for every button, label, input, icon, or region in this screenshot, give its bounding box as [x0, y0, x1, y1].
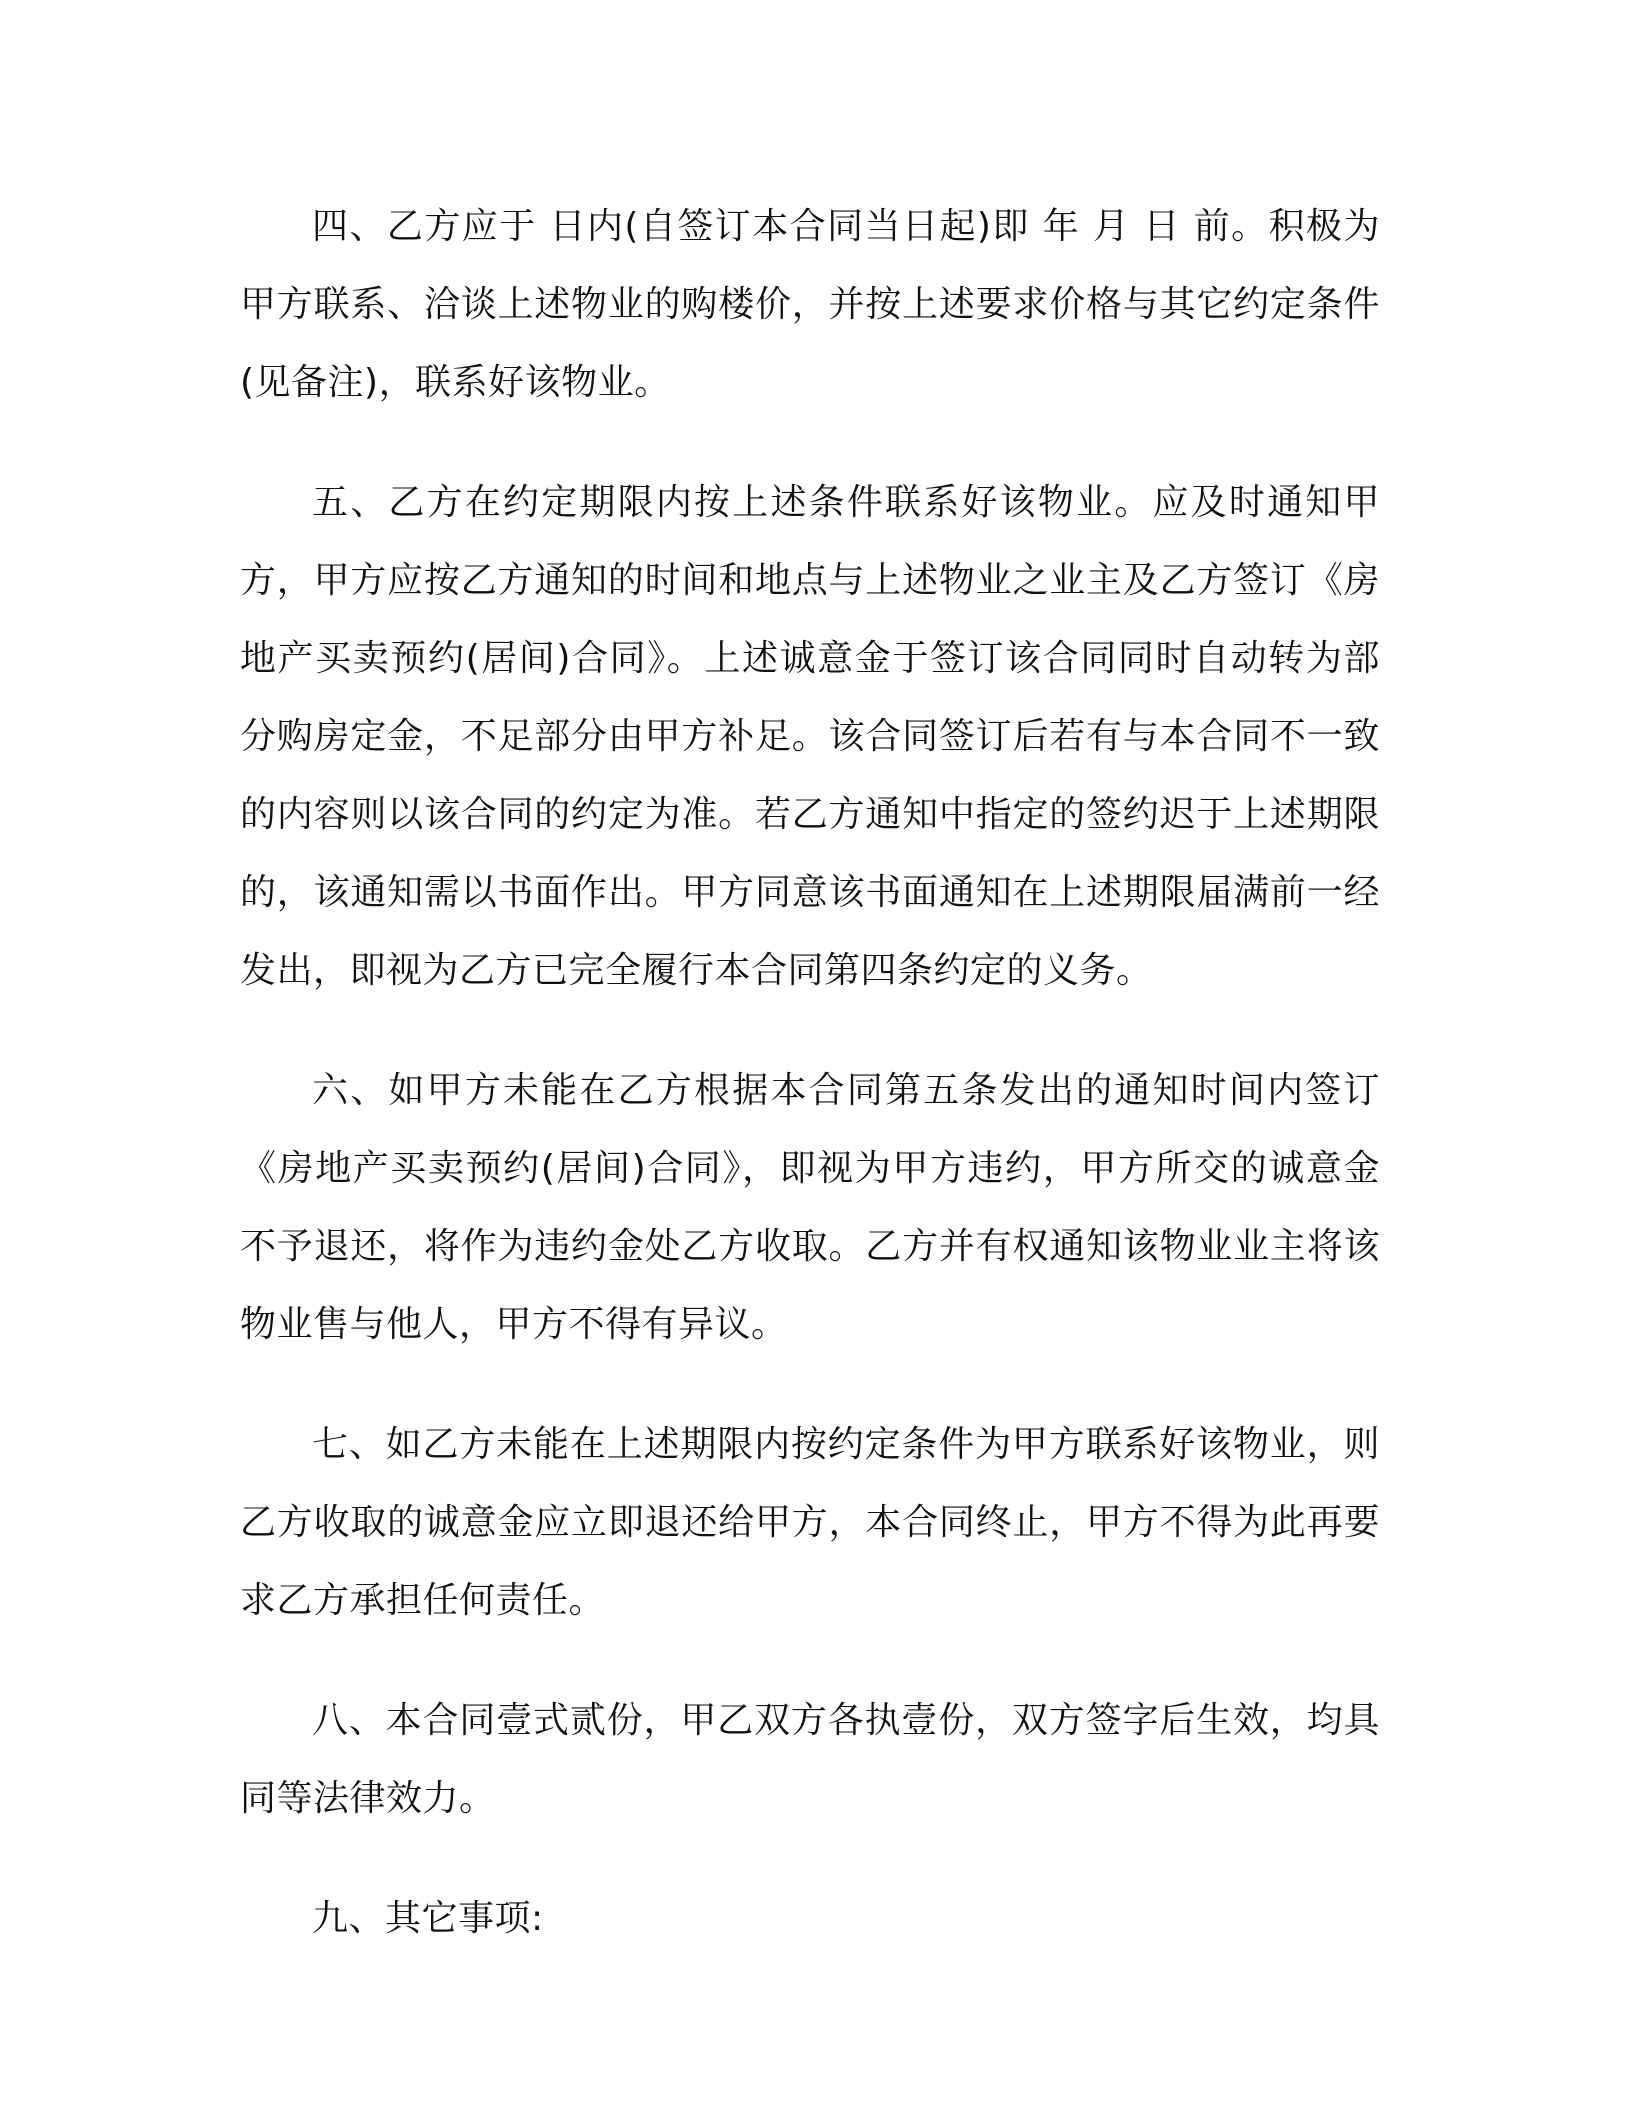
clause-seven: 七、如乙方未能在上述期限内按约定条件为甲方联系好该物业，则乙方收取的诚意金应立即退还给甲方，本合同终止，甲方不得为此再要求乙方承担任何责任。	[240, 1424, 1380, 1621]
clause-six: 六、如甲方未能在乙方根据本合同第五条发出的通知时间内签订《房地产买卖预约(居间)合同》，即视为甲方违约，甲方所交的诚意金不予退还，将作为违约金处乙方收取。乙方并有权通知该物业业主将该物业售与他人，甲方不得有异议。	[240, 1070, 1380, 1345]
clause-eight: 八、本合同壹式贰份，甲乙双方各执壹份，双方签字后生效，均具同等法律效力。	[240, 1700, 1380, 1819]
clause-nine: 九、其它事项:	[312, 1898, 544, 1939]
clause-five: 五、乙方在约定期限内按上述条件联系好该物业。应及时通知甲方，甲方应按乙方通知的时间和地点与上述物业之业主及乙方签订《房地产买卖预约(居间)合同》。上述诚意金于签订该合同同时自动转为部分购房定金，不足部分由甲方补足。该合同签订后若有与本合同不一致的内容则以该合同的约定为准。若乙方通知中指定的签约迟于上述期限的，该通知需以书面作出。甲方同意该书面通知在上述期限届满前一经发出，即视为乙方已完全履行本合同第四条约定的义务。	[240, 482, 1380, 991]
contract-body	[240, 188, 1380, 2000]
clause-four: 四、乙方应于 日内(自签订本合同当日起)即 年 月 日 前。积极为甲方联系、洽谈上述物业的购楼价，并按上述要求价格与其它约定条件(见备注)，联系好该物业。	[240, 206, 1380, 403]
